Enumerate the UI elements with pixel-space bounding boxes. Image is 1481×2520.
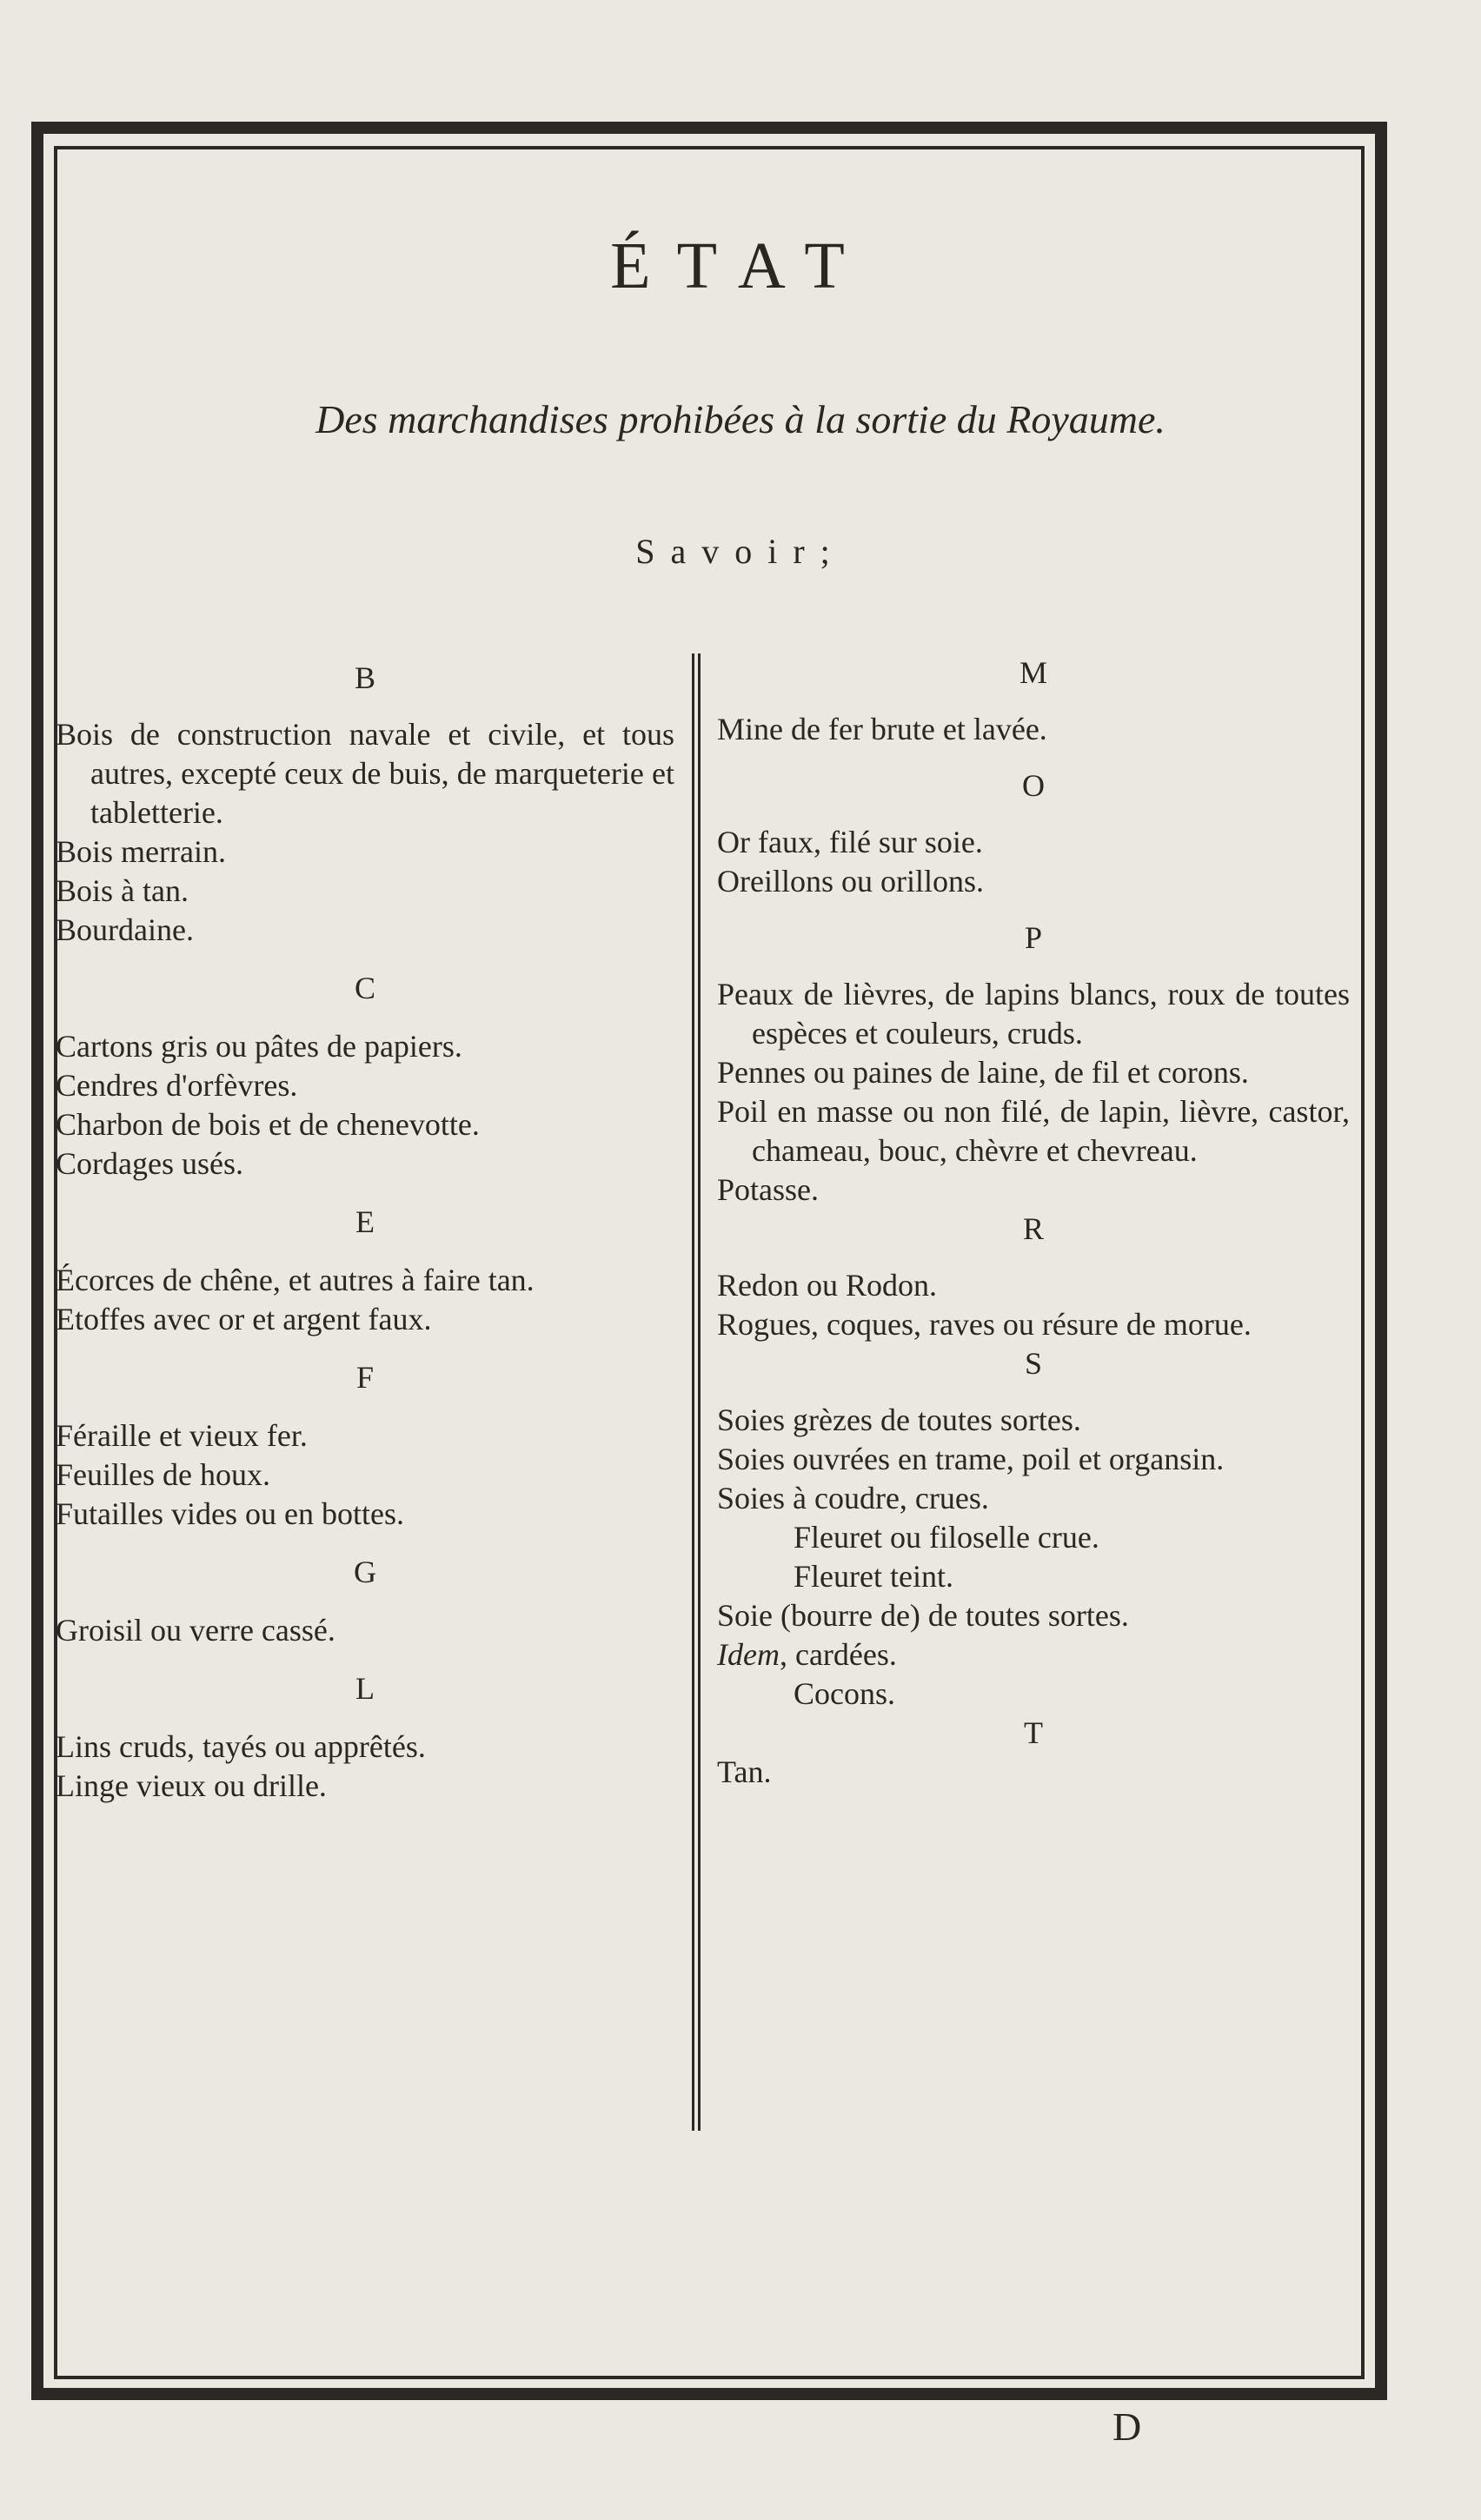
column-divider [692, 653, 701, 2131]
list-item: Poil en masse ou non filé, de lapin, lièvre, castor, chameau, bouc, chèvre et chevreau. [717, 1094, 1350, 1168]
list-item: Bois de construction navale et civile, et tous autres, excepté ceux de buis, de marqueterie et tabletterie. [56, 717, 674, 830]
section-letter-l: L [355, 1671, 375, 1706]
list-item: Écorces de chêne, et autres à faire tan. [56, 1263, 535, 1297]
list-item: Rogues, coques, raves ou résure de morue. [717, 1307, 1252, 1342]
section-letter-b: B [354, 660, 375, 695]
list-item: Cartons gris ou pâtes de papiers. [56, 1029, 462, 1064]
list-item: Lins cruds, tayés ou apprêtés. [56, 1729, 426, 1764]
list-item: Soie (bourre de) de toutes sortes. [717, 1598, 1129, 1633]
list-item: Etoffes avec or et argent faux. [56, 1302, 432, 1336]
intro-savoir: Savoir; [635, 532, 846, 571]
list-item: Futailles vides ou en bottes. [56, 1496, 404, 1531]
section-letter-m: M [1019, 655, 1047, 690]
list-item: Féraille et vieux fer. [56, 1418, 308, 1453]
idem-word: Idem [717, 1637, 780, 1672]
list-item: Pennes ou paines de laine, de fil et corons. [717, 1055, 1249, 1090]
list-subitem: Cocons. [794, 1676, 895, 1711]
list-item: Peaux de lièvres, de lapins blancs, roux de toutes espèces et couleurs, cruds. [717, 977, 1350, 1051]
left-column [56, 659, 674, 1806]
list-subitem: Fleuret ou filoselle crue. [794, 1520, 1099, 1555]
right-column [717, 653, 1350, 1792]
section-letter-t: T [1024, 1715, 1043, 1750]
section-letter-g: G [354, 1555, 376, 1589]
section-letter-p: P [1024, 920, 1043, 955]
list-item: Oreillons ou orillons. [717, 864, 984, 899]
list-item: Or faux, filé sur soie. [717, 825, 983, 859]
list-subitem: Fleuret teint. [794, 1559, 953, 1594]
list-item: Charbon de bois et de chenevotte. [56, 1107, 480, 1142]
list-item: Bourdaine. [56, 912, 194, 947]
list-item: Soies ouvrées en trame, poil et organsin. [717, 1442, 1225, 1476]
list-item: Cendres d'orfèvres. [56, 1068, 298, 1103]
list-item: Mine de fer brute et lavée. [717, 712, 1047, 746]
list-item [717, 1635, 1350, 1674]
section-letter-e: E [355, 1204, 375, 1239]
list-item: Redon ou Rodon. [717, 1268, 938, 1303]
signature-mark: D [1112, 2404, 1142, 2449]
section-letter-o: O [1022, 768, 1045, 803]
list-item: Soies grèzes de toutes sortes. [717, 1403, 1081, 1437]
list-item: Potasse. [717, 1172, 819, 1207]
section-letter-f: F [355, 1360, 375, 1395]
list-item: Soies à coudre, crues. [717, 1481, 989, 1515]
list-item: Cordages usés. [56, 1146, 243, 1181]
section-letter-s: S [1024, 1346, 1043, 1381]
list-item: Feuilles de houx. [56, 1457, 270, 1492]
list-item: Tan. [717, 1754, 772, 1789]
page-title: ÉTAT [610, 229, 871, 302]
list-item: Linge vieux ou drille. [56, 1768, 327, 1803]
list-item: Bois merrain. [56, 834, 226, 869]
section-letter-c: C [354, 971, 375, 1005]
list-item: Bois à tan. [56, 873, 189, 908]
section-letter-r: R [1022, 1211, 1044, 1246]
list-item: Groisil ou verre cassé. [56, 1613, 335, 1648]
page-subtitle: Des marchandises prohibées à la sortie du Royaume. [315, 397, 1166, 441]
idem-rest: , cardées. [779, 1637, 897, 1672]
